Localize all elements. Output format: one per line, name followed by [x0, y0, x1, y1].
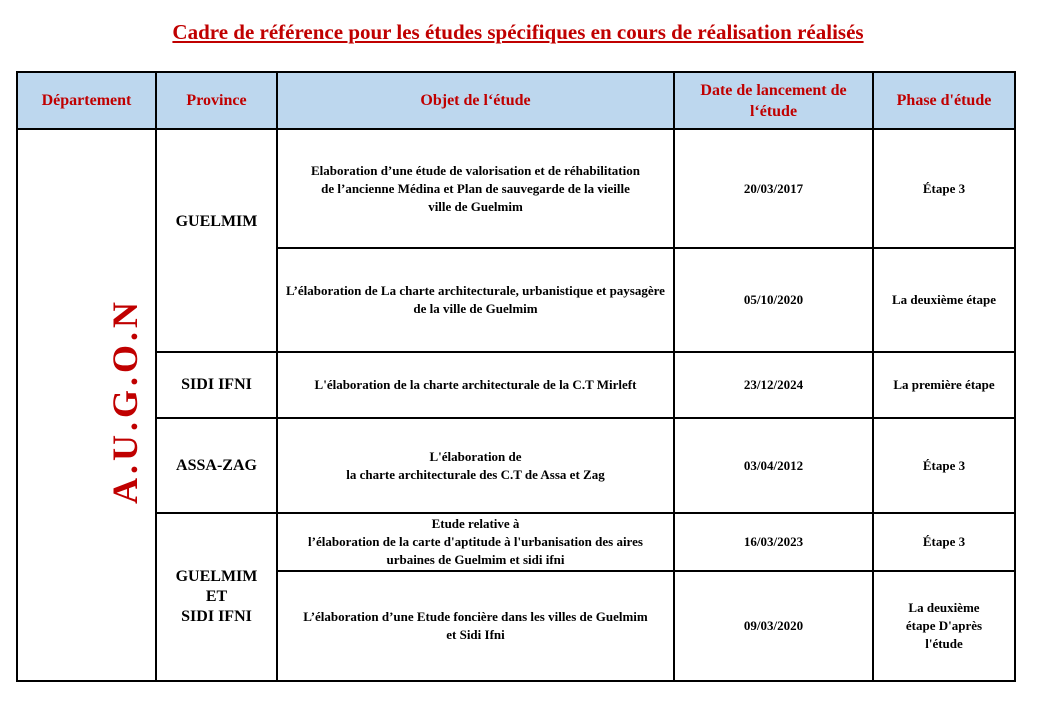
phase-line: La deuxième [908, 600, 980, 615]
province-line: GUELMIM [175, 568, 258, 585]
province-cell: ASSA-ZAG [156, 418, 277, 513]
page-title: Cadre de référence pour les études spécifiques en cours de réalisation réalisés [172, 20, 864, 44]
phase-cell: La deuxième étape [873, 248, 1015, 352]
province-name: GUELMIM [175, 213, 258, 230]
phase-cell [873, 571, 1015, 681]
header-date: Date de lancement de l‘étude [674, 72, 873, 129]
departement-cell [17, 129, 156, 681]
phase-cell: Étape 3 [873, 513, 1015, 571]
phase-line: l'étude [925, 636, 963, 651]
header-province: Province [156, 72, 277, 129]
objet-cell: L’élaboration d’une Etude foncière dans les villes de Guelmim et Sidi Ifni [277, 571, 674, 681]
phase-cell: Étape 3 [873, 418, 1015, 513]
date-cell: 05/10/2020 [674, 248, 873, 352]
phase-line: étape D'après [905, 618, 983, 633]
table-header-row [17, 72, 1015, 129]
header-departement: Département [17, 72, 156, 129]
date-cell: 20/03/2017 [674, 129, 873, 248]
header-phase: Phase d'étude [873, 72, 1015, 129]
objet-line: Etude relative à [431, 516, 520, 531]
province-line: ET [205, 588, 228, 605]
studies-table [16, 71, 1016, 682]
province-line: SIDI IFNI [181, 608, 252, 625]
objet-line: L'élaboration de [429, 448, 522, 464]
table-row [17, 352, 1015, 418]
date-cell: 23/12/2024 [674, 352, 873, 418]
table-row [17, 513, 1015, 571]
table-row [17, 418, 1015, 513]
date-cell: 16/03/2023 [674, 513, 873, 571]
province-cell [156, 513, 277, 681]
table-row [17, 129, 1015, 248]
objet-cell [277, 418, 674, 513]
objet-line: la charte architecturale des C.T de Assa et Zag [346, 466, 605, 482]
objet-cell [277, 513, 674, 571]
date-cell: 09/03/2020 [674, 571, 873, 681]
province-cell [156, 129, 277, 352]
objet-cell: L’élaboration de La charte architecturale, urbanistique et paysagère de la ville de Guelmim [277, 248, 674, 352]
objet-line: l’élaboration de la carte d'aptitude à l'urbanisation des aires urbaines de Guelmim et sidi ifni [308, 534, 643, 567]
header-objet: Objet de l‘étude [277, 72, 674, 129]
province-cell: SIDI IFNI [156, 352, 277, 418]
date-cell: 03/04/2012 [674, 418, 873, 513]
phase-cell: Étape 3 [873, 129, 1015, 248]
objet-cell: L'élaboration de la charte architecturale de la C.T Mirleft [277, 352, 674, 418]
departement-name: A.U.G.O.N [105, 298, 145, 504]
phase-cell: La première étape [873, 352, 1015, 418]
objet-cell: Elaboration d’une étude de valorisation et de réhabilitation de l’ancienne Médina et Plan de sauvegarde de la vieille ville de Guelmim [277, 129, 674, 248]
